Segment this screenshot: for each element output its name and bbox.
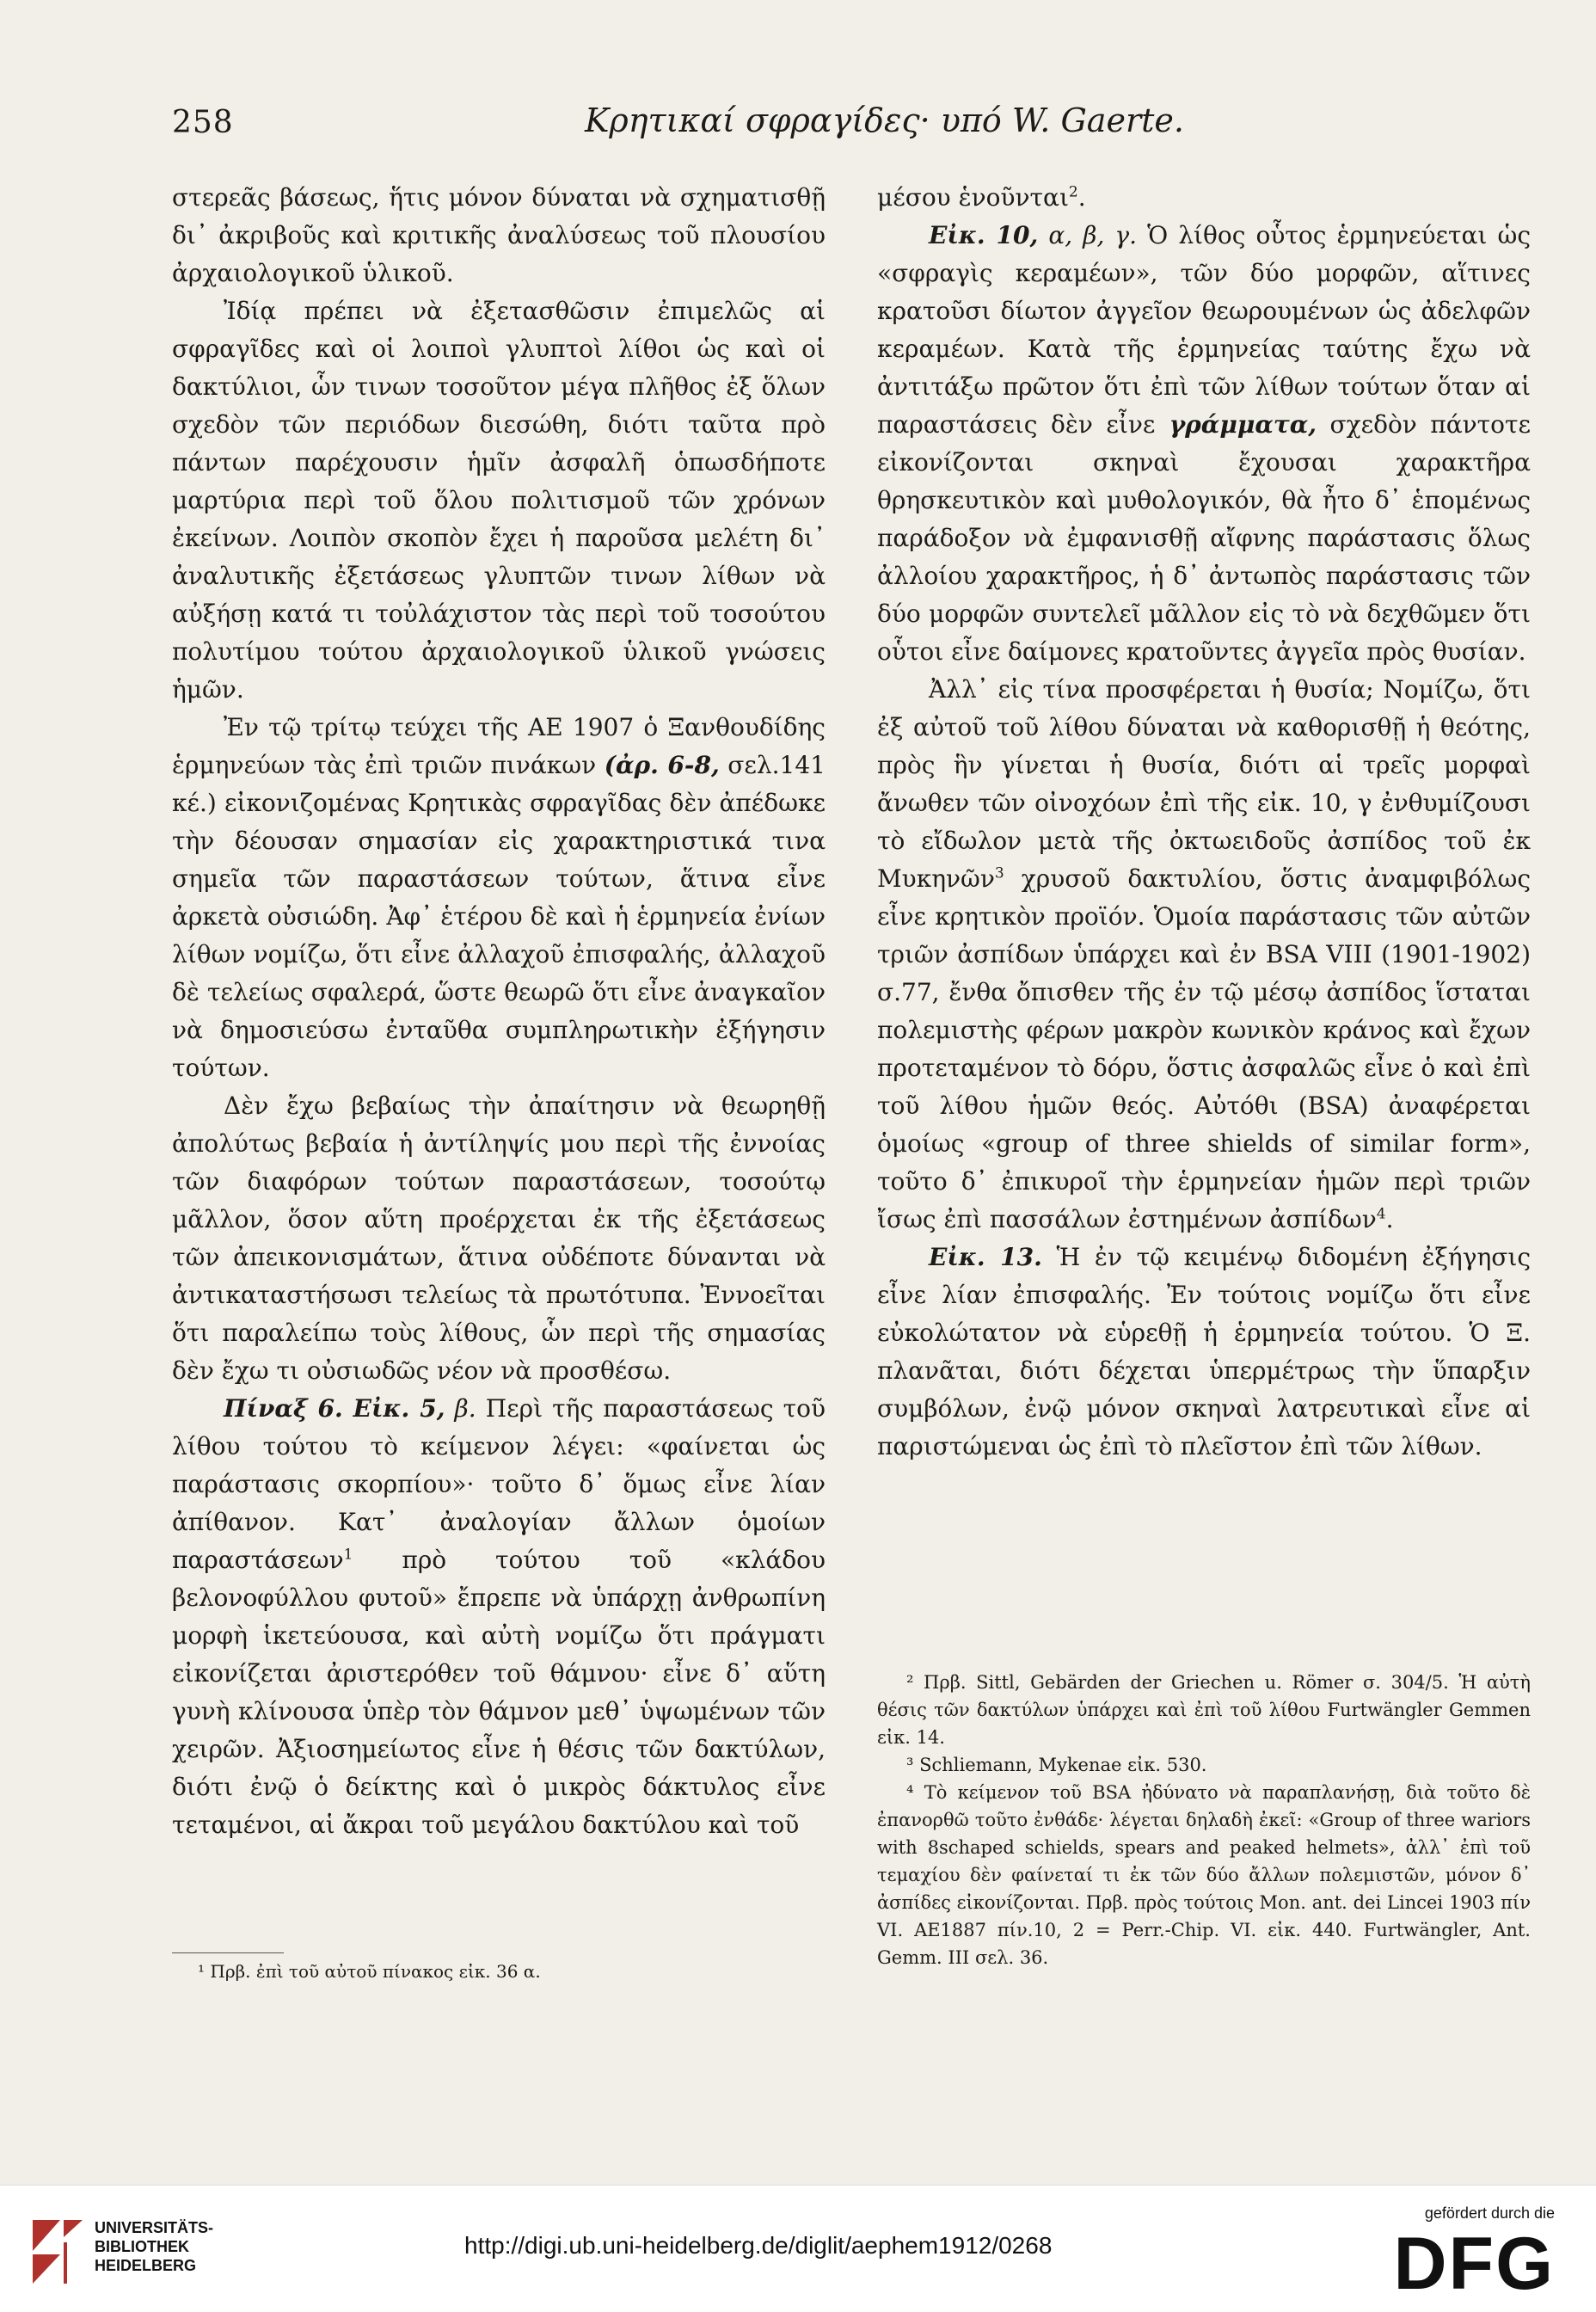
footnote-1: ¹ Πρβ. ἐπὶ τοῦ αὐτοῦ πίνακος εἰκ. 36 α. <box>198 1961 541 1982</box>
paragraph: μέσου ἑνοῦνται$^2$. <box>877 183 1086 212</box>
paragraph: Ἰδίᾳ πρέπει νὰ ἐξετασθῶσιν ἐπιμελῶς αἱ σφραγῖδες καὶ οἱ λοιποὶ γλυπτοὶ λίθοι ὡς καὶ οἱ δακτύλιοι, ὧν τινων τοσοῦτον μέγα πλῆθος ἐξ ὅλων σχεδὸν τῶν περιόδων διεσώθη, διότι ταῦτα πρὸ πάντων παρέχουσιν ἡμῖν ἀσφαλῆ ὁπωσδήποτε μαρτύρια περὶ τοῦ ὅλου πολιτισμοῦ τῶν χρόνων ἐκείνων. Λοιπὸν σκοπὸν ἔχει ἡ παροῦσα μελέτη δι᾽ ἀναλυτικῆς ἐξετάσεως γλυπτῶν τινων λίθων νὰ αὐξήσῃ κατά τι τοὐλάχιστον τὰς περὶ τοῦ τοσούτου πολυτίμου τούτου ἀρχαιολογικοῦ ὑλικοῦ γνώσεις ἡμῶν. <box>172 297 826 704</box>
right-column <box>877 179 1531 1466</box>
footnote-ref: 2 <box>1068 183 1078 201</box>
paragraph: Πίναξ 6. Εἰκ. 5, β. Περὶ τῆς παραστάσεως τοῦ λίθου τούτου τὸ κείμενον λέγει: «φαίνεται ὡς παράστασις σκορπίου»· τοῦτο δ᾽ ὅμως εἶνε λίαν ἀπίθανον. Κατ᾽ ἀναλογίαν ἄλλων ὁμοίων παραστάσεων$^1$ πρὸ τούτου τοῦ «κλάδου βελονοφύλλου φυτοῦ» ἔπρεπε νὰ ὑπάρχῃ ἀνθρωπίνη μορφὴ ἱκετεύουσα, καὶ αὐτὴ νομίζω ὅτι πράγματι εἰκονίζεται ἀριστερόθεν τοῦ θάμνου· εἶνε δ᾽ αὕτη γυνὴ κλίνουσα ὑπὲρ τὸν θάμνον μεθ᾽ ὑψωμένων τῶν χειρῶν. Ἀξιοσημείωτος εἶνε ἡ θέσις τῶν δακτύλων, διότι ἐνῷ ὁ δείκτης καὶ ὁ μικρὸς δάκτυλος εἶνε τεταμένοι, αἱ ἄκραι τοῦ μεγάλου δακτύλου καὶ τοῦ <box>172 1394 826 1839</box>
footnote-ref: 3 <box>994 864 1004 882</box>
right-footnotes <box>877 1669 1531 1971</box>
left-column <box>172 179 826 1844</box>
footnote-3: ³ Schliemann, Mykenae εἰκ. 530. <box>906 1755 1207 1775</box>
paragraph: Ἀλλ᾽ εἰς τίνα προσφέρεται ἡ θυσία; Νομίζω, ὅτι ἐξ αὐτοῦ τοῦ λίθου δύναται νὰ καθορισθῇ ἡ θεότης, πρὸς ἣν γίνεται ἡ θυσία, διότι αἱ τρεῖς μορφαὶ ἄνωθεν τῶν οἰνοχόων ἐπὶ τῆς εἰκ. 10, γ ἐνθυμίζουσι τὸ εἴδωλον μετὰ τῆς ὀκτωειδοῦς ἀσπίδος τοῦ ἐκ Μυκηνῶν$^3$ χρυσοῦ δακτυλίου, ὅστις ἀναμφιβόλως εἶνε κρητικὸν προϊόν. Ὁμοία παράστασις τῶν αὐτῶν τριῶν ἀσπίδων ὑπάρχει καὶ ἐν BSA VIII (1901-1902) σ.77, ἔνθα ὄπισθεν τῆς ἐν τῷ μέσῳ ἀσπίδος ἵσταται πολεμιστὴς φέρων μακρὸν κωνικὸν κράνος καὶ ἔχων προτεταμένον τὸ δόρυ, ὅστις ἀσφαλῶς εἶνε ὁ καὶ ἐπὶ τοῦ λίθου ἡμῶν θεός. Αὐτόθι (BSA) ἀναφέρεται ὁμοίως «group of three shields of similar form», τοῦτο δ᾽ ἐπικυροῖ τὴν ἑρμηνείαν ἡμῶν περὶ τριῶν ἴσως ἐπὶ πασσάλων ἐστημένων ἀσπίδων$^4$. <box>877 675 1531 1233</box>
footnote-rule <box>172 1952 284 1953</box>
paragraph: Εἰκ. 10, α, β, γ. Ὁ λίθος οὗτος ἑρμηνεύεται ὡς «σφραγὶς κεραμέων», τῶν δύο μορφῶν, αἵτινες κρατοῦσι δίωτον ἀγγεῖον θεωρουμένων ὡς ἀδελφῶν κεραμέων. Κατὰ τῆς ἑρμηνείας ταύτης ἔχω νὰ ἀντιτάξω πρῶτον ὅτι ἐπὶ τῶν λίθων τούτων ὅταν αἱ παραστάσεις δὲν εἶνε γράμματα, σχεδὸν πάντοτε εἰκονίζονται σκηναὶ ἔχουσαι χαρακτῆρα θρησκευτικὸν καὶ μυθολογικόν, θὰ ἦτο δ᾽ ἑπομένως παράδοξον νὰ ἐμφανισθῇ αἴφνης παράστασις ὅλως ἀλλοίου χαρακτῆρος, ἡ δ᾽ ἀντωπὸς παράστασις τῶν δύο μορφῶν συντελεῖ μᾶλλον εἰς τὸ νὰ δεχθῶμεν ὅτι οὗτοι εἶνε δαίμονες κρατοῦντες ἀγγεῖα πρὸς θυσίαν. <box>877 221 1532 666</box>
source-url-link[interactable]: http://digi.ub.uni-heidelberg.de/diglit/aephem1912/0268 <box>464 2232 1053 2259</box>
paragraph: Ἐν τῷ τρίτῳ τεύχει τῆς ΑΕ 1907 ὁ Ξανθουδίδης ἑρμηνεύων τὰς ἐπὶ τριῶν πινάκων (ἀρ. 6-8, σελ.141 κέ.) εἰκονιζομένας Κρητικὰς σφραγῖδας δὲν ἀπέδωκε τὴν δέουσαν σημασίαν εἰς χαρακτηριστικά τινα σημεῖα τῶν παραστάσεων τούτων, ἅτινα εἶνε ἀρκετὰ οὐσιώδη. Ἀφ᾽ ἑτέρου δὲ καὶ ἡ ἑρμηνεία ἐνίων λίθων νομίζω, ὅτι εἶνε ἀλλαχοῦ ἐπισφαλής, ἀλλαχοῦ δὲ τελείως σφαλερά, ὥστε θεωρῶ ὅτι εἶνε ἀναγκαῖον νὰ δημοσιεύσω ἐνταῦθα συμπληρωτικὴν ἐξήγησιν τούτων. <box>172 713 826 1082</box>
footnote-ref: 1 <box>343 1546 353 1564</box>
paragraph: στερεᾶς βάσεως, ἥτις μόνον δύναται νὰ σχηματισθῇ δι᾽ ἀκριβοῦς καὶ κριτικῆς ἀναλύσεως τοῦ πλουσίου ἀρχαιολογικοῦ ὑλικοῦ. <box>172 183 826 287</box>
footer-bar <box>0 2185 1596 2312</box>
running-title: Κρητικαί σφραγίδες· υπό W. Gaerte. <box>585 101 1184 139</box>
page-number: 258 <box>172 105 234 140</box>
university-library-logo-icon <box>26 2217 86 2285</box>
library-name: UNIVERSITÄTS- BIBLIOTHEK HEIDELBERG <box>95 2219 214 2274</box>
funding-caption: gefördert durch die <box>1424 2204 1555 2222</box>
footnote-2: ² Πρβ. Sittl, Gebärden der Griechen u. Römer σ. 304/5. Ἡ αὐτὴ θέσις τῶν δακτύλων ὑπάρχει καὶ ἐπὶ τοῦ λίθου Furtwängler Gemmen εἰκ. 14. <box>877 1672 1531 1748</box>
dfg-logo: DFG <box>1393 2223 1555 2305</box>
paragraph: Εἰκ. 13. Ἡ ἐν τῷ κειμένῳ διδομένη ἐξήγησις εἶνε λίαν ἐπισφαλής. Ἐν τούτοις νομίζω ὅτι εἶνε εὐκολώτατον νὰ εὑρεθῇ ἡ ἑρμηνεία τούτου. Ὁ Ξ. πλανᾶται, διότι δέχεται ὑπερμέτρως τὴν ὕπαρξιν συμβόλων, ἐνῷ μόνον σκηναὶ λατρευτικαὶ εἶνε αἱ παριστώμεναι ὡς ἐπὶ τὸ πλεῖστον ἐπὶ τῶν λίθων. <box>877 1243 1531 1460</box>
footnote-ref: 4 <box>1376 1205 1386 1223</box>
paragraph: Δὲν ἔχω βεβαίως τὴν ἀπαίτησιν νὰ θεωρηθῇ ἀπολύτως βεβαία ἡ ἀντίληψίς μου περὶ τῆς ἐννοίας τῶν διαφόρων τούτων παραστάσεων, τοσούτῳ μᾶλλον, ὅσον αὕτη προέρχεται ἐκ τῆς ἐξετάσεως τῶν ἀπεικονισμάτων, ἅτινα οὐδέποτε δύνανται νὰ ἀντικαταστήσωσι τελείως τὰ πρωτότυπα. Ἐννοεῖται ὅτι παραλείπω τοὺς λίθους, ὧν περὶ τῆς σημασίας δὲν ἔχω τι οὐσιωδῶς νέον νὰ προσθέσω. <box>172 1091 826 1385</box>
footnote-4: ⁴ Τὸ κείμενον τοῦ BSA ἠδύνατο νὰ παραπλανήσῃ, διὰ τοῦτο δὲ ἐπανορθῶ τοῦτο ἐνθάδε· λέγεται δηλαδὴ ἐκεῖ: «Group of three wariors with 8schaped schields, spears and peaked helmets», ἀλλ᾽ ἐπὶ τοῦ τεμαχίου δὲν φαίνεταί τι ἐκ τῶν δύο ἄλλων πολεμιστῶν, μόνον δ᾽ ἀσπίδες εἰκονίζονται. Πρβ. πρὸς τούτοις Mon. ant. dei Lincei 1903 πίν VI. AE1887 πίν.10, 2 = Perr.-Chip. VI. εἰκ. 440. Furtwängler, Ant. Gemm. III σελ. 36. <box>877 1782 1531 1968</box>
